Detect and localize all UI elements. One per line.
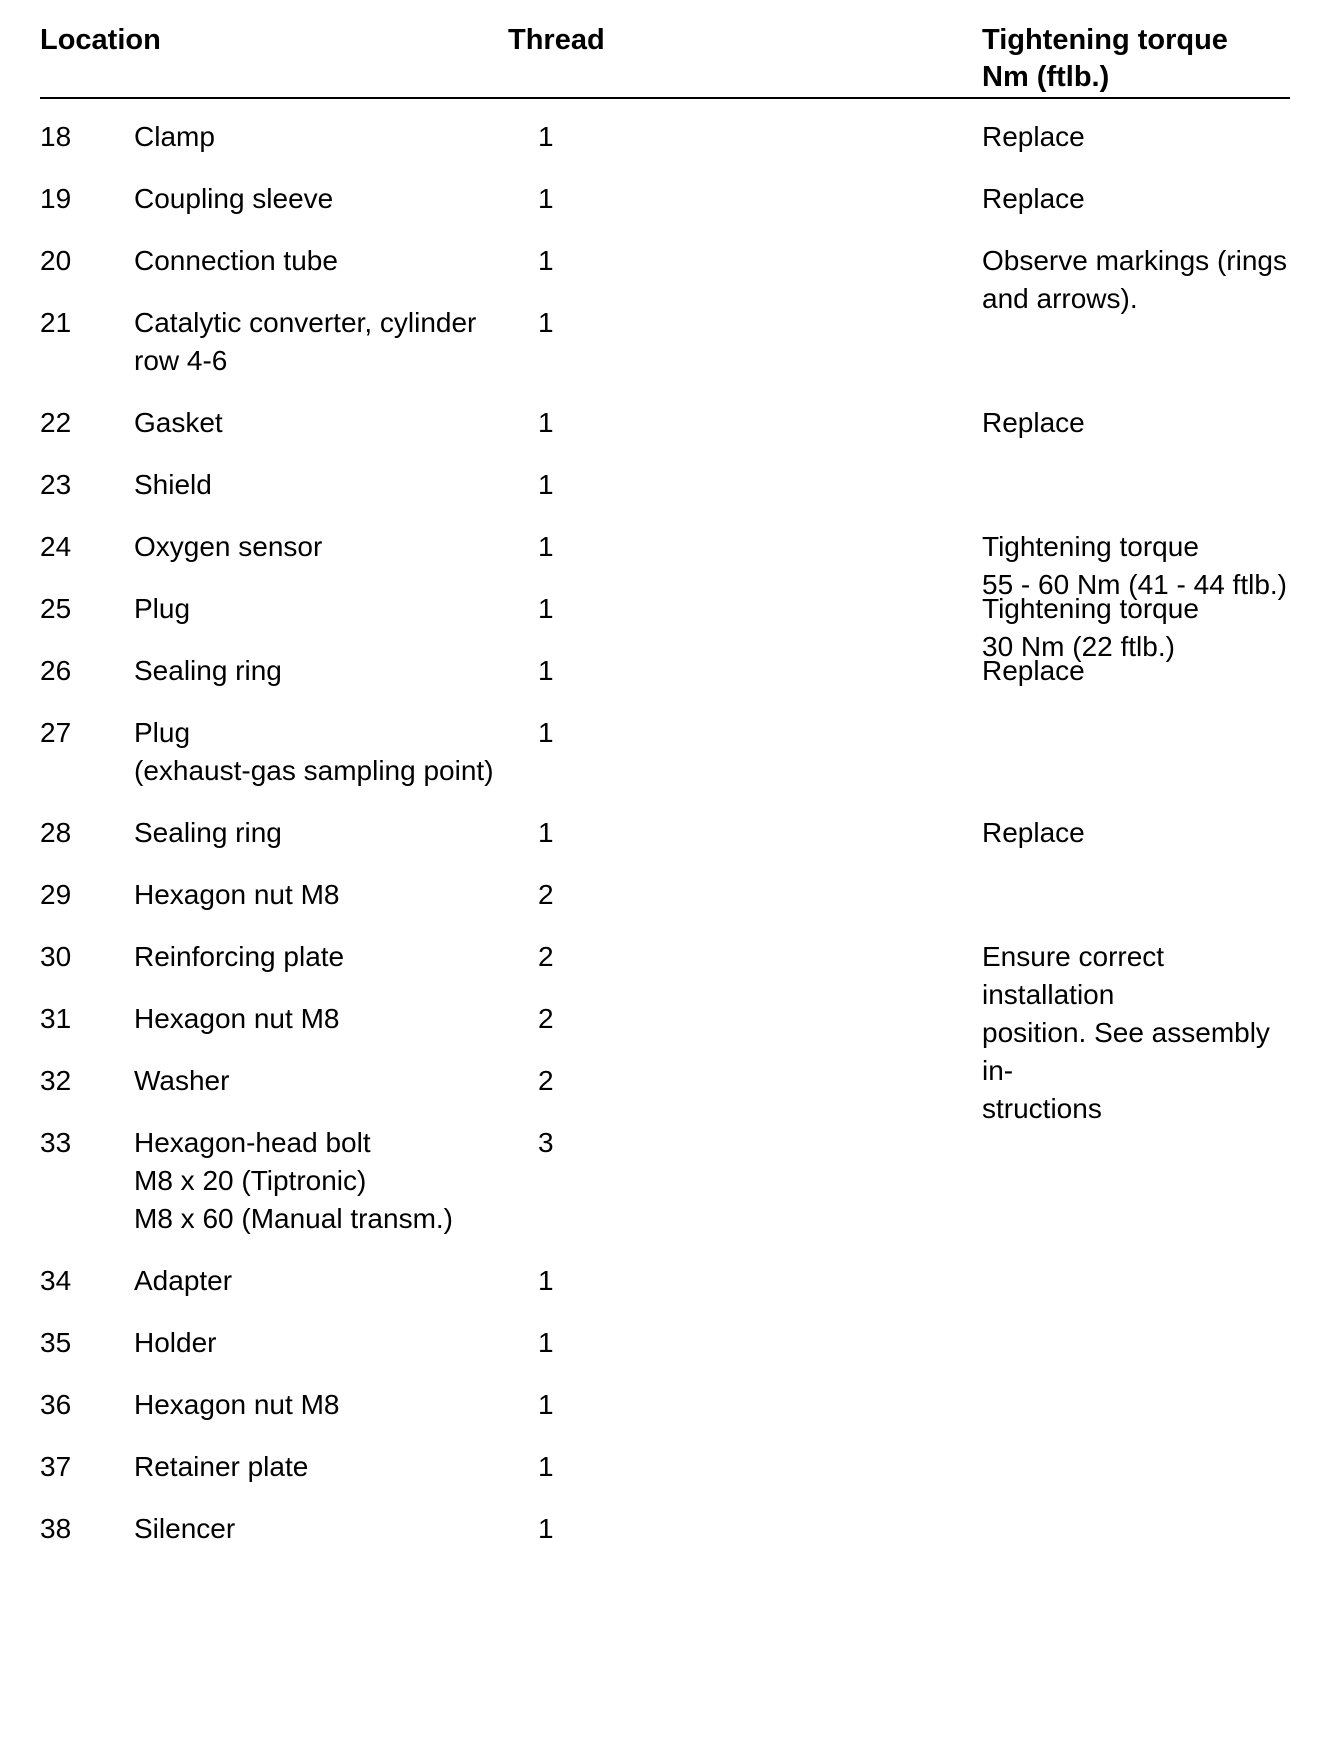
header-location: Location [40, 24, 161, 56]
thread-value: 2 [538, 879, 554, 910]
part-description-line: Holder [134, 1327, 217, 1358]
part-description [134, 652, 514, 690]
part-description-line: Retainer plate [134, 1451, 309, 1482]
header-tightening-torque [982, 22, 1228, 96]
table-row [40, 1386, 1290, 1424]
table-row [40, 466, 1290, 504]
location-number: 22 [40, 407, 72, 438]
header-thread: Thread [508, 24, 605, 56]
torque-note-line: structions [982, 1093, 1102, 1124]
torque-note-line: Replace [982, 121, 1085, 152]
part-description [134, 528, 514, 566]
part-description-line: Silencer [134, 1513, 236, 1544]
thread-value: 1 [538, 1513, 554, 1544]
part-description [134, 1510, 514, 1548]
part-description-line: Catalytic converter, cylinder [134, 307, 477, 338]
part-description [134, 404, 514, 442]
part-description-line: Clamp [134, 121, 215, 152]
location-number: 29 [40, 879, 72, 910]
part-description-line: row 4-6 [134, 345, 228, 376]
part-description [134, 242, 514, 280]
torque-note-line: 55 - 60 Nm (41 - 44 ftlb.) [982, 569, 1288, 600]
part-description [134, 1062, 514, 1100]
location-number: 18 [40, 121, 72, 152]
table-row [40, 1324, 1290, 1362]
part-description [134, 118, 514, 156]
table-body [40, 118, 1290, 1572]
part-description-line: Gasket [134, 407, 223, 438]
part-description [134, 1000, 514, 1038]
thread-value: 2 [538, 941, 554, 972]
table-header [40, 22, 1290, 100]
thread-value: 1 [538, 1265, 554, 1296]
torque-note-line: Replace [982, 407, 1085, 438]
table-row [40, 876, 1290, 914]
part-description-line: M8 x 60 (Manual transm.) [134, 1203, 453, 1234]
table-row [40, 118, 1290, 156]
part-description [134, 1262, 514, 1300]
thread-value: 1 [538, 121, 554, 152]
part-description [134, 180, 514, 218]
table-row [40, 1510, 1290, 1548]
location-number: 19 [40, 183, 72, 214]
part-description-line: Washer [134, 1065, 230, 1096]
torque-note [982, 814, 1302, 852]
location-number: 25 [40, 593, 72, 624]
table-row [40, 304, 1290, 380]
part-description-line: Oxygen sensor [134, 531, 323, 562]
thread-value: 1 [538, 717, 554, 748]
part-description-line: Reinforcing plate [134, 941, 345, 972]
location-number: 34 [40, 1265, 72, 1296]
torque-note-line: Replace [982, 655, 1085, 686]
location-number: 21 [40, 307, 72, 338]
part-description-line: Connection tube [134, 245, 338, 276]
table-row [40, 1124, 1290, 1238]
table-row [40, 180, 1290, 218]
location-number: 30 [40, 941, 72, 972]
torque-note-line: Ensure correct installation [982, 941, 1165, 1010]
part-description [134, 938, 514, 976]
torque-note [982, 118, 1302, 156]
part-description [134, 1448, 514, 1486]
location-number: 23 [40, 469, 72, 500]
location-number: 26 [40, 655, 72, 686]
location-number: 24 [40, 531, 72, 562]
location-number: 33 [40, 1127, 72, 1158]
location-number: 27 [40, 717, 72, 748]
table-row [40, 1262, 1290, 1300]
part-description-line: Shield [134, 469, 212, 500]
table-row [40, 1000, 1290, 1038]
torque-note-line: and arrows). [982, 283, 1138, 314]
torque-note [982, 652, 1302, 690]
thread-value: 2 [538, 1003, 554, 1034]
torque-note [982, 404, 1302, 442]
location-number: 36 [40, 1389, 72, 1420]
thread-value: 1 [538, 531, 554, 562]
part-description-line: Plug [134, 717, 191, 748]
location-number: 38 [40, 1513, 72, 1544]
part-description-line: M8 x 20 (Tiptronic) [134, 1165, 367, 1196]
table-row [40, 528, 1290, 600]
location-number: 35 [40, 1327, 72, 1358]
table-row [40, 1448, 1290, 1486]
torque-note [982, 180, 1302, 218]
torque-note-line: Observe markings (rings [982, 245, 1287, 276]
table-row [40, 714, 1290, 790]
header-torque-line-2: Nm (ftlb.) [982, 61, 1110, 93]
thread-value: 1 [538, 307, 554, 338]
table-row [40, 1062, 1290, 1100]
thread-value: 1 [538, 1389, 554, 1420]
location-number: 32 [40, 1065, 72, 1096]
thread-value: 2 [538, 1065, 554, 1096]
part-description [134, 1386, 514, 1424]
table-row [40, 242, 1290, 314]
thread-value: 1 [538, 469, 554, 500]
part-description-line: Sealing ring [134, 655, 282, 686]
part-description-line: Plug [134, 593, 191, 624]
thread-value: 1 [538, 1327, 554, 1358]
location-number: 20 [40, 245, 72, 276]
torque-note-line: position. See assembly in- [982, 1017, 1270, 1086]
table-row [40, 590, 1290, 662]
part-description-line: Hexagon nut M8 [134, 1389, 340, 1420]
part-description-line: Coupling sleeve [134, 183, 334, 214]
header-divider [40, 97, 1290, 99]
torque-note-line: Tightening torque [982, 593, 1199, 624]
part-description [134, 814, 514, 852]
location-number: 37 [40, 1451, 72, 1482]
part-description [134, 1324, 514, 1362]
thread-value: 3 [538, 1127, 554, 1158]
part-description [134, 466, 514, 504]
thread-value: 1 [538, 817, 554, 848]
table-row [40, 404, 1290, 442]
part-description [134, 714, 514, 790]
thread-value: 1 [538, 183, 554, 214]
location-number: 31 [40, 1003, 72, 1034]
part-description [134, 1124, 514, 1238]
thread-value: 1 [538, 407, 554, 438]
torque-note-line: Tightening torque [982, 531, 1199, 562]
torque-note-line: Replace [982, 183, 1085, 214]
part-description-line: Hexagon-head bolt [134, 1127, 371, 1158]
part-description [134, 304, 514, 380]
thread-value: 1 [538, 245, 554, 276]
table-row [40, 814, 1290, 852]
thread-value: 1 [538, 655, 554, 686]
torque-note-line: Replace [982, 817, 1085, 848]
torque-note-line: 30 Nm (22 ftlb.) [982, 631, 1175, 662]
part-description-line: (exhaust-gas sampling point) [134, 755, 494, 786]
part-description-line: Hexagon nut M8 [134, 879, 340, 910]
header-torque-line-1: Tightening torque [982, 24, 1228, 56]
part-description [134, 876, 514, 914]
thread-value: 1 [538, 1451, 554, 1482]
location-number: 28 [40, 817, 72, 848]
part-description-line: Sealing ring [134, 817, 282, 848]
part-description-line: Adapter [134, 1265, 233, 1296]
part-description [134, 590, 514, 628]
table-row [40, 652, 1290, 690]
thread-value: 1 [538, 593, 554, 624]
part-description-line: Hexagon nut M8 [134, 1003, 340, 1034]
